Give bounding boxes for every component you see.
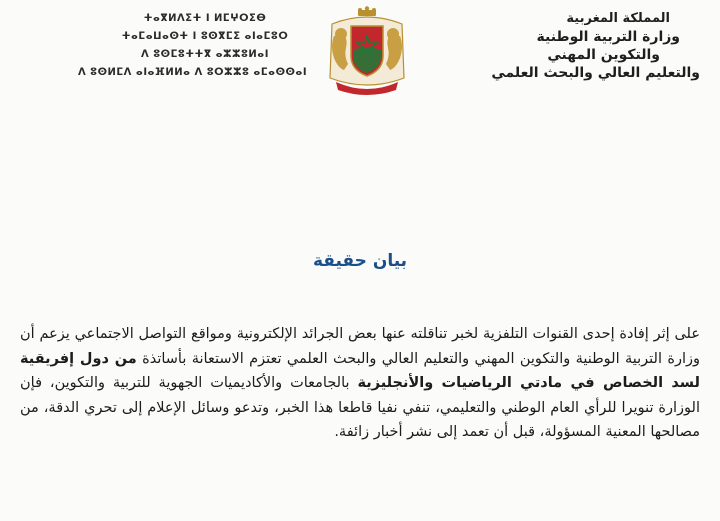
document-title: بيان حقيقة	[312, 251, 408, 271]
tifinagh-line-higher-education: ⴷ ⵓⵙⵍⵎⴷ ⴰⵏⴰⴼⵍⵍⴰ ⴷ ⵓⵔⵣⵣⵓ ⴰⵎⴰⵙⵙⴰⵏ	[77, 67, 308, 78]
morocco-coat-of-arms-icon	[326, 6, 408, 98]
tifinagh-line-training: ⴷ ⵓⵙⵎⵓⵜⵜⴳ ⴰⵣⵣⵓⵍⴰⵏ	[141, 49, 269, 60]
header-kingdom: المملكة المغربية	[566, 11, 670, 26]
tifinagh-line-kingdom: ⵜⴰⴳⵍⴷⵉⵜ ⵏ ⵍⵎⵖⵔⵉⴱ	[143, 13, 267, 24]
tifinagh-header	[70, 10, 340, 82]
header-ministry: وزارة التربية الوطنية	[536, 29, 680, 45]
header-higher-education: والتعليم العالي والبحث العلمي	[491, 65, 700, 81]
header-vocational-training: والتكوين المهني	[547, 47, 660, 63]
body-text-part: بالجامعات والأكاديميات الجهوية للتربية والتكوين، فإن الوزارة تنويرا للرأي العام الوطني والتعليمي، تنفي نفيا قاطعا هذا الخبر، وتدعو وسائل الإعلام إلى تحري الدقة، من مصالحها المعنية المسؤولة، قبل أن تعمد إلى نشر أخبار زائفة.	[20, 375, 700, 440]
tifinagh-line-ministry: ⵜⴰⵎⴰⵡⴰⵙⵜ ⵏ ⵓⵙⴳⵎⵉ ⴰⵏⴰⵎⵓⵔ	[121, 31, 289, 42]
body-emphasis: من دول إفريقية لسد الخصاص في مادتي الرياضيات والأنجليزية	[20, 350, 700, 391]
document-body	[20, 322, 700, 445]
arabic-header	[410, 10, 700, 82]
body-text-part: على إثر إفادة إحدى القنوات التلفزية لخبر تناقلته عنها بعض الجرائد الإلكترونية ومواقع التواصل الاجتماعي يزعم أن وزارة التربية الوطنية والتكوين المهني والتعليم العالي والبحث العلمي تعتزم الاستعانة بأساتذة	[20, 326, 700, 367]
